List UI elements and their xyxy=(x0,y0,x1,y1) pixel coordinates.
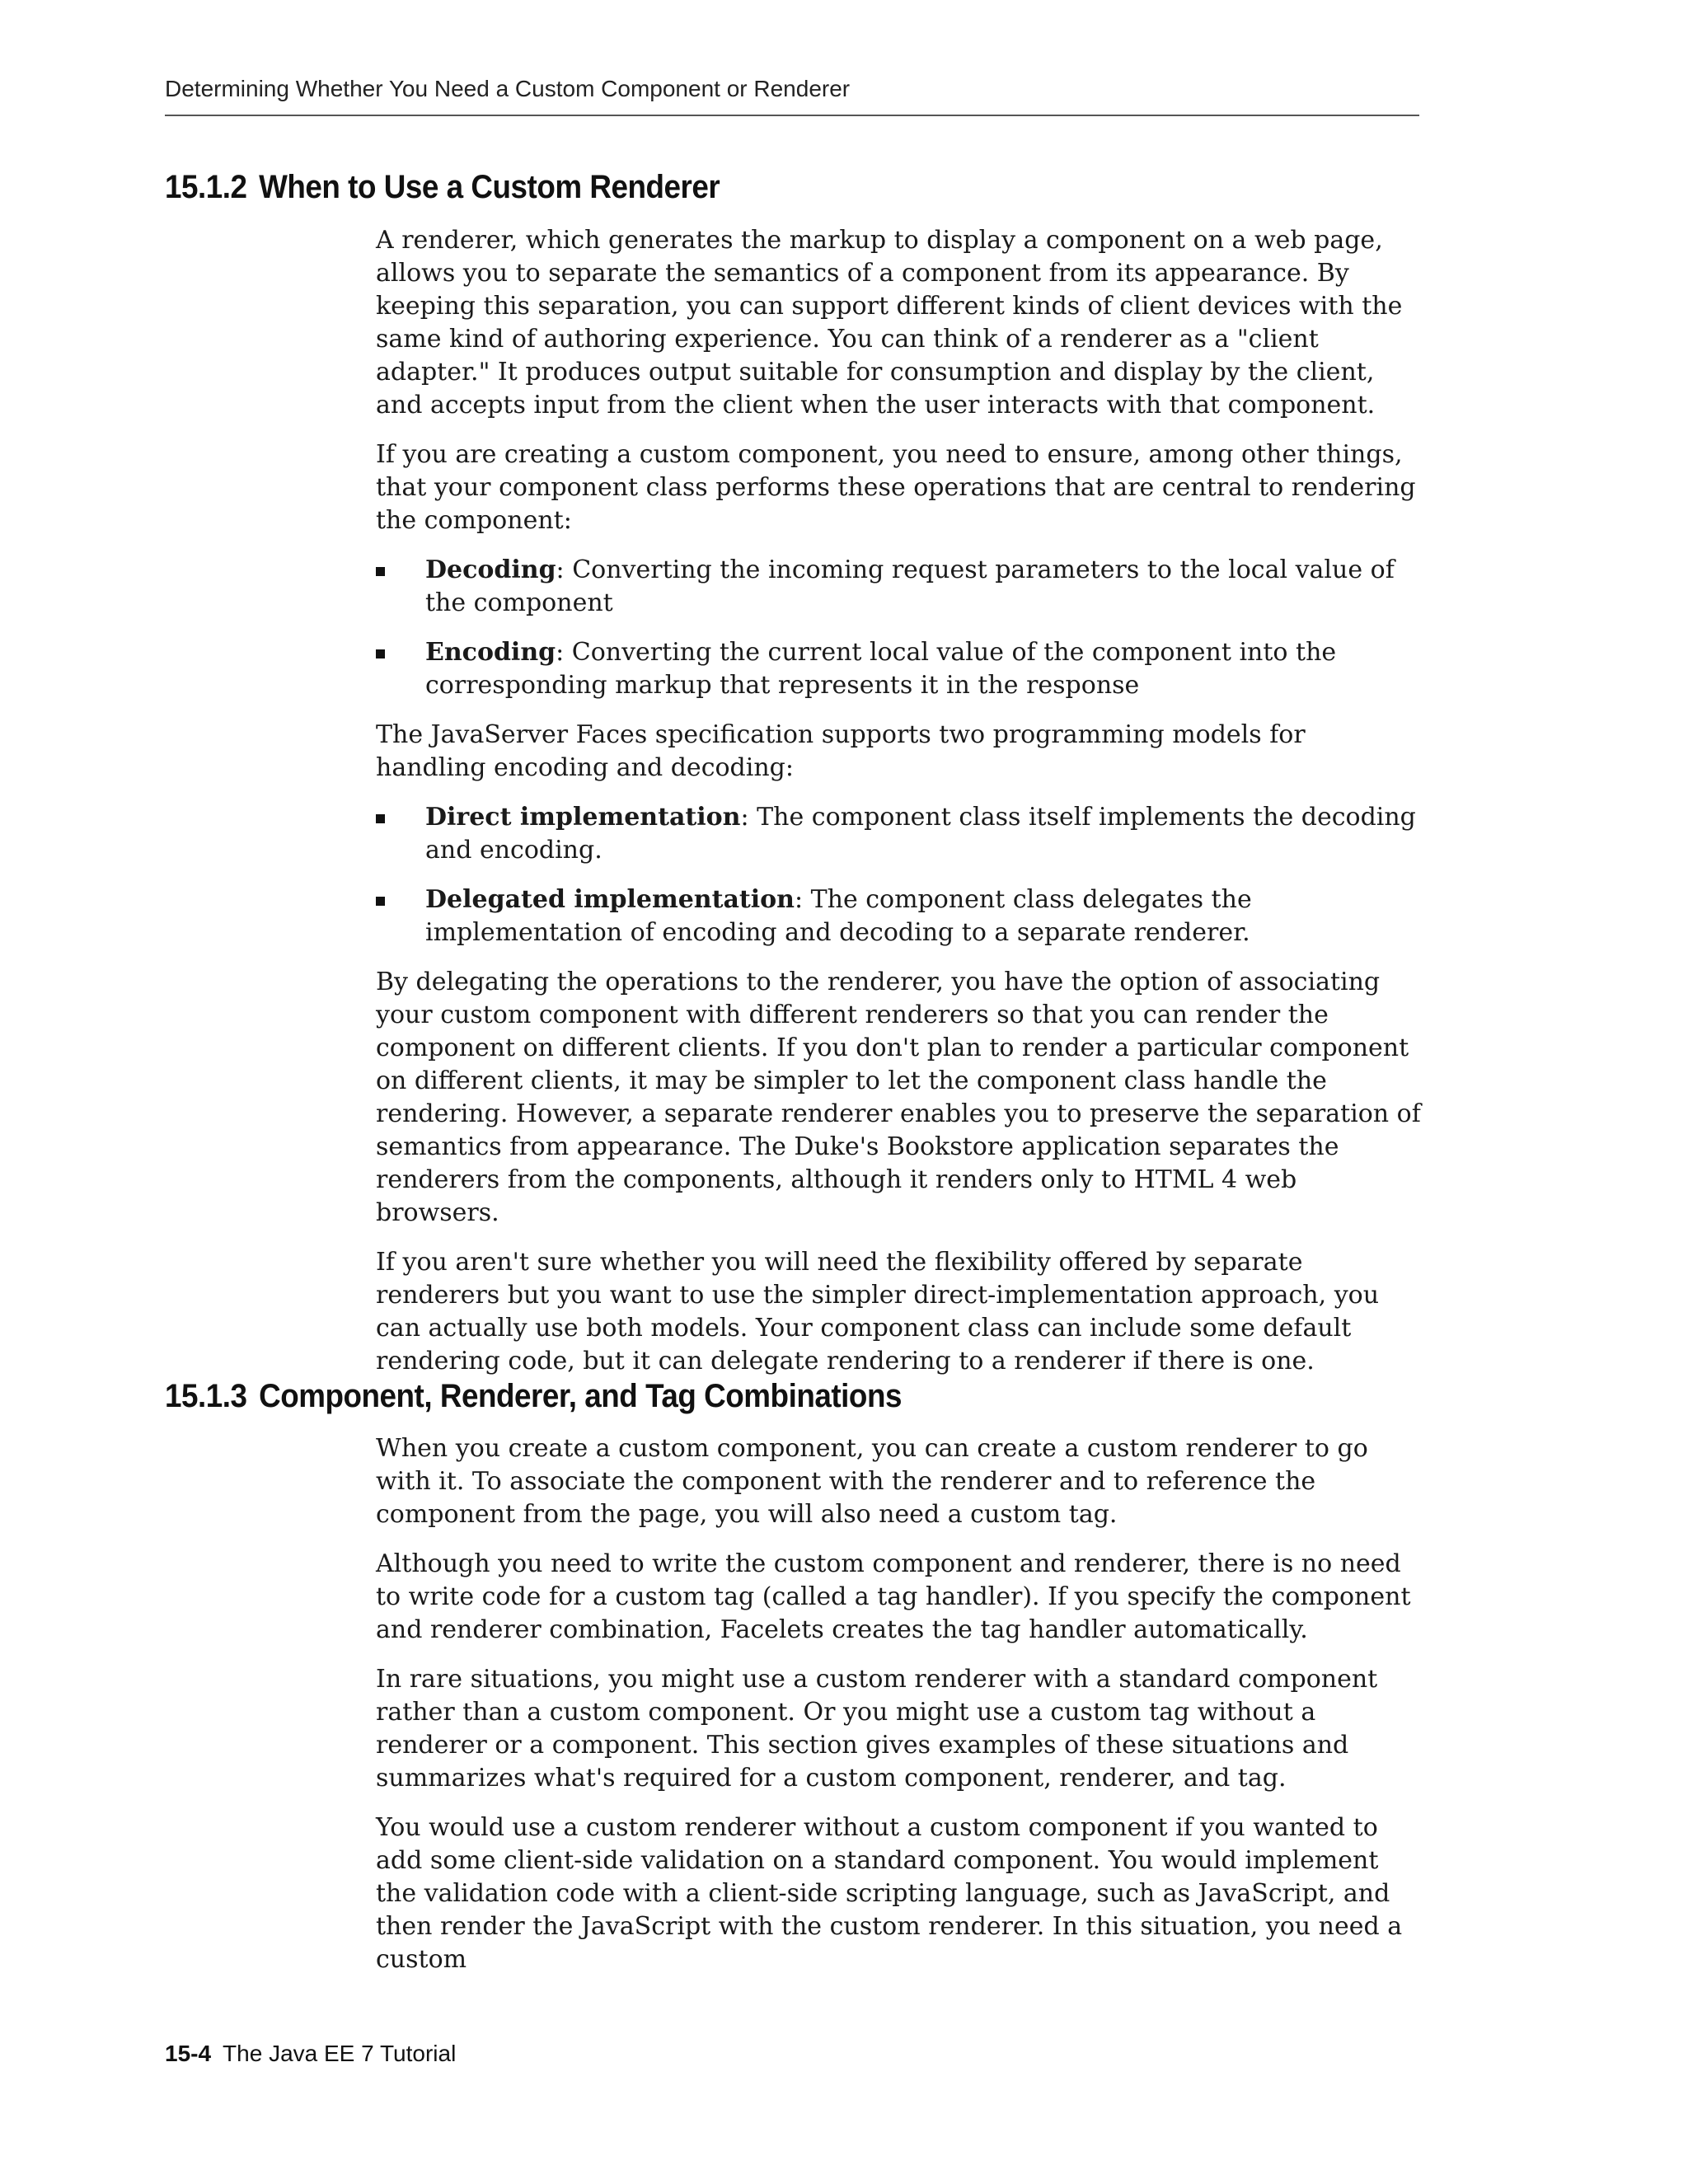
bullet-text: : The component class itself implements the decoding and encoding. xyxy=(425,803,1416,865)
paragraph: If you aren't sure whether you will need the flexibility offered by separate renderers but you want to use the simpler direct-implementation approach, you can actually use both models. Your component class can include some default rendering code, but it can delegate rendering to a renderer if there is one. xyxy=(376,1248,1380,1376)
list-item xyxy=(376,801,1423,867)
bullet-list-operations xyxy=(376,554,1423,702)
list-item xyxy=(376,636,1423,702)
list-item xyxy=(376,883,1423,949)
page-footer xyxy=(165,2041,456,2067)
paragraph: When you create a custom component, you can create a custom renderer to go with it. To associate the component with the renderer and to reference the component from the page, you will also need a custom tag. xyxy=(376,1434,1368,1529)
bullet-list-models xyxy=(376,801,1423,949)
book-title: The Java EE 7 Tutorial xyxy=(223,2041,457,2066)
section-title: When to Use a Custom Renderer xyxy=(259,169,720,205)
header-rule xyxy=(165,115,1419,116)
bullet-icon xyxy=(376,897,385,906)
section-number: 15.1.3 xyxy=(165,1378,247,1414)
paragraph: A renderer, which generates the markup to display a component on a web page, allows you to separate the semantics of a component from its appearance. By keeping this separation, you can support different kinds of client devices with the same kind of authoring experience. You can think of a renderer as a "client adapter." It produces output suitable for consumption and display by the client, and accepts input from the client when the user interacts with that component. xyxy=(376,226,1403,419)
bullet-text: : Converting the incoming request parameters to the local value of the component xyxy=(425,555,1395,617)
bullet-icon xyxy=(376,567,385,576)
bullet-term: Encoding xyxy=(425,638,556,667)
paragraph: You would use a custom renderer without a custom component if you wanted to add some client-side validation on a standard component. You would implement the validation code with a client-side scripting language, such as JavaScript, and then render the JavaScript with the custom renderer. In this situation, you need a custom xyxy=(376,1813,1403,1974)
running-header: Determining Whether You Need a Custom Component or Renderer xyxy=(165,76,851,101)
section-body-15-1-2 xyxy=(376,224,1423,1394)
bullet-term: Decoding xyxy=(425,555,556,584)
bullet-term: Delegated implementation xyxy=(425,885,795,914)
bullet-text: : Converting the current local value of the component into the corresponding markup that represents it in the response xyxy=(425,638,1337,700)
bullet-icon xyxy=(376,649,385,658)
section-heading-15-1-3 xyxy=(165,1378,902,1415)
paragraph: The JavaServer Faces specification supports two programming models for handling encoding and decoding: xyxy=(376,720,1306,782)
list-item xyxy=(376,554,1423,620)
bullet-icon xyxy=(376,814,385,823)
section-heading-15-1-2 xyxy=(165,169,720,206)
section-body-15-1-3 xyxy=(376,1432,1423,1993)
section-title: Component, Renderer, and Tag Combinations xyxy=(259,1378,902,1414)
paragraph: If you are creating a custom component, you need to ensure, among other things, that your component class performs these operations that are central to rendering the component: xyxy=(376,440,1416,535)
paragraph: Although you need to write the custom component and renderer, there is no need to write code for a custom tag (called a tag handler). If you specify the component and renderer combination, Facelets creates the tag handler automatically. xyxy=(376,1549,1411,1644)
paragraph: By delegating the operations to the renderer, you have the option of associating your custom component with different renderers so that you can render the component on different clients. If you don't plan to render a particular component on different clients, it may be simpler to let the component class handle the rendering. However, a separate renderer enables you to preserve the separation of semantics from appearance. The Duke's Bookstore application separates the renderers from the components, although it renders only to HTML 4 web browsers. xyxy=(376,968,1421,1227)
bullet-text: : The component class delegates the implementation of encoding and decoding to a separate renderer. xyxy=(425,885,1252,947)
paragraph: In rare situations, you might use a custom renderer with a standard component rather than a custom component. Or you might use a custom tag without a renderer or a component. This section gives examples of these situations and summarizes what's required for a custom component, renderer, and tag. xyxy=(376,1665,1378,1793)
bullet-term: Direct implementation xyxy=(425,803,741,832)
page-number: 15-4 xyxy=(165,2041,212,2066)
section-number: 15.1.2 xyxy=(165,169,247,205)
